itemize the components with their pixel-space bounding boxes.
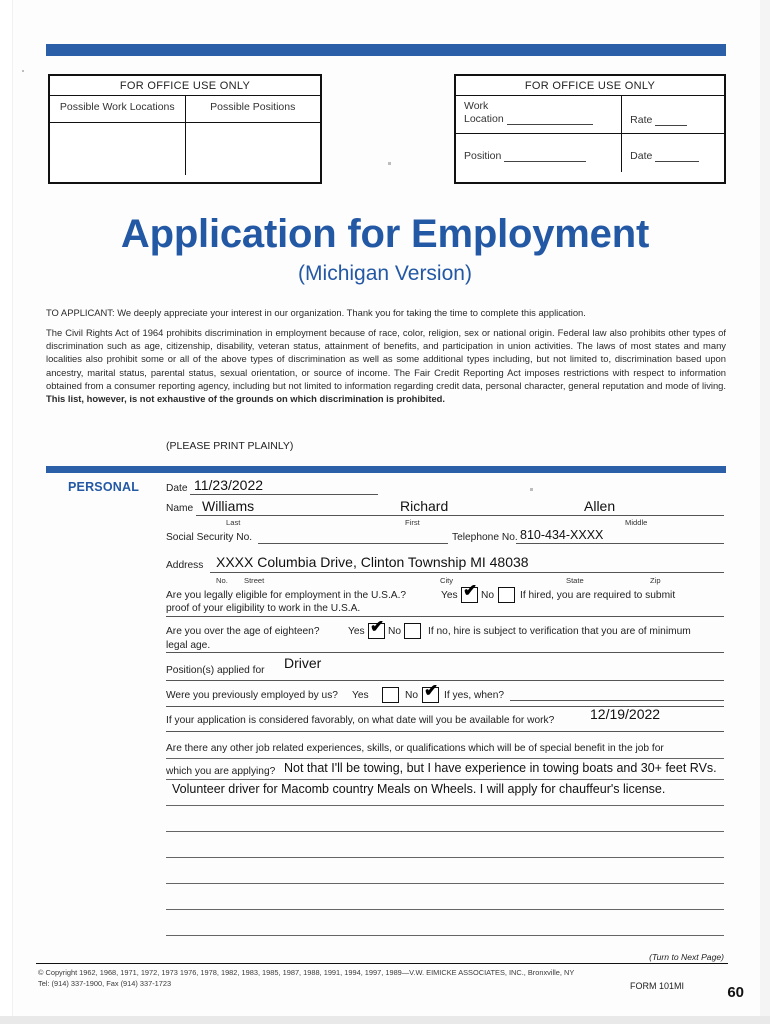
work-location-cell[interactable]	[456, 96, 622, 133]
address-zip-caption: Zip	[650, 576, 661, 585]
age-no-checkbox[interactable]	[404, 623, 421, 639]
telephone-field-label: Telephone No.	[452, 532, 518, 543]
date-cell[interactable]	[622, 134, 724, 172]
age-tail-text: If no, hire is subject to verification that you are of minimum	[428, 626, 691, 637]
position-writing-line[interactable]	[504, 150, 586, 162]
office-use-right-box	[454, 74, 726, 184]
name-field-rule	[196, 515, 724, 516]
applicant-notice-paragraph: TO APPLICANT: We deeply appreciate your interest in our organization. Thank you for taking the time to complete this application.	[46, 307, 586, 318]
date-writing-line[interactable]	[655, 150, 699, 162]
ssn-field-label: Social Security No.	[166, 532, 253, 543]
office-use-left-box	[48, 74, 322, 184]
previously-employed-question: Were you previously employed by us?	[166, 690, 338, 701]
position-applied-label: Position(s) applied for	[166, 665, 265, 676]
age-yes-checkbox[interactable]	[368, 617, 385, 639]
office-use-right-title: FOR OFFICE USE ONLY	[456, 76, 724, 96]
scan-edge-left	[0, 0, 13, 1024]
checkmark-icon: ✔	[463, 581, 478, 600]
work-label: Work	[464, 100, 489, 112]
address-field-value[interactable]: XXXX Columbia Drive, Clinton Township MI 48038	[216, 554, 529, 570]
name-last-value[interactable]: Williams	[202, 498, 255, 514]
age-no-label: No	[388, 626, 402, 637]
office-use-left-body	[50, 123, 320, 175]
position-applied-value[interactable]: Driver	[284, 655, 322, 671]
possible-work-locations-field[interactable]	[50, 123, 186, 175]
personal-section-label: PERSONAL	[68, 480, 140, 494]
rate-label: Rate	[630, 114, 653, 126]
date-label: Date	[630, 150, 653, 162]
scan-speck	[22, 70, 24, 72]
position-label: Position	[464, 150, 502, 162]
availability-question: If your application is considered favorably, on what date will you be available for work?	[166, 715, 555, 726]
copyright-line-1: © Copyright 1962, 1968, 1971, 1972, 1973 1976, 1978, 1982, 1983, 1985, 1987, 1988, 1991, 1994, 1997, 1989—V.W. EIMICKE ASSOCIATES, INC., Bronxville, NY	[38, 968, 575, 977]
print-plainly-note: (PLEASE PRINT PLAINLY)	[166, 440, 294, 452]
blank-writing-line[interactable]	[166, 935, 724, 936]
availability-rule	[166, 731, 724, 732]
possible-positions-field[interactable]	[186, 123, 321, 175]
civil-rights-text: The Civil Rights Act of 1964 prohibits discrimination in employment because of race, color, religion, sex or national origin. Federal law also prohibits other types of discrimination such as age, citizenship, disability, veteran status, attainment of benefits, and participation in union activities. The laws of most states and many localities also prohibit some or all of the above types of discrimination as well as some additional types including, but not limited to, discrimination based upon ancestry, marital status, parental status, sexual orientation, or source of income. The Fair Credit Reporting Act imposes restrictions with respect to information obtained from a consumer reporting agency, including but not limited to information regarding credit data, personal character, general reputation and mode of living.	[46, 327, 726, 391]
copyright-block	[38, 967, 574, 989]
previously-employed-no-label: No	[405, 690, 419, 701]
name-middle-caption: Middle	[625, 518, 648, 527]
scan-speck	[388, 162, 391, 165]
copyright-line-2: Tel: (914) 337-1900, Fax (914) 337-1723	[38, 979, 172, 988]
telephone-field-rule	[516, 543, 724, 544]
address-field-label: Address	[166, 560, 204, 571]
position-cell[interactable]	[456, 134, 622, 172]
other-experience-rule-2	[166, 779, 724, 780]
previously-employed-when-rule[interactable]	[510, 700, 724, 701]
age-question: Are you over the age of eighteen?	[166, 626, 320, 637]
address-city-caption: City	[440, 576, 454, 585]
top-blue-bar	[46, 44, 726, 56]
name-field-label: Name	[166, 503, 194, 514]
eligibility-no-checkbox[interactable]	[498, 587, 515, 603]
location-label: Location	[464, 113, 504, 125]
age-tail-text-2: legal age.	[166, 640, 211, 651]
age-yes-label: Yes	[348, 626, 365, 637]
previously-employed-no-checkbox[interactable]	[422, 681, 439, 703]
name-last-caption: Last	[226, 518, 241, 527]
scan-edge-bottom	[0, 1016, 770, 1024]
name-first-caption: First	[405, 518, 420, 527]
date-field-value[interactable]: 11/23/2022	[194, 477, 264, 493]
other-experience-question-line1: Are there any other job related experiences, skills, or qualifications which will be of special benefit in the job for	[166, 743, 664, 754]
page-number: 60	[727, 984, 744, 1001]
rate-cell[interactable]	[622, 96, 724, 133]
name-middle-value[interactable]: Allen	[584, 498, 616, 514]
eligibility-no-label: No	[481, 590, 495, 601]
telephone-field-value[interactable]: 810-434-XXXX	[520, 528, 604, 542]
office-use-work-row	[456, 96, 724, 134]
address-no-caption: No.	[216, 576, 228, 585]
rate-writing-line[interactable]	[655, 114, 687, 126]
position-applied-rule	[166, 680, 724, 681]
eligibility-question: Are you legally eligible for employment in the U.S.A.?	[166, 590, 407, 601]
civil-rights-bold-text: This list, however, is not exhaustive of the grounds on which discrimination is prohibited.	[46, 393, 446, 405]
other-experience-question-line2: which you are applying?	[166, 766, 276, 777]
blank-writing-line[interactable]	[166, 883, 724, 884]
scan-speck	[530, 488, 533, 491]
checkmark-icon: ✔	[424, 681, 439, 700]
eligibility-yes-label: Yes	[441, 590, 458, 601]
office-use-left-title: FOR OFFICE USE ONLY	[50, 76, 320, 96]
eligibility-yes-checkbox[interactable]	[461, 581, 478, 603]
eligibility-tail-text-2: proof of your eligibility to work in the U.S.A.	[166, 603, 361, 614]
turn-to-next-page-note: (Turn to Next Page)	[649, 952, 724, 962]
blank-writing-line[interactable]	[166, 831, 724, 832]
scan-edge-right	[760, 0, 770, 1024]
footer-divider	[36, 963, 728, 964]
possible-work-locations-header: Possible Work Locations	[50, 96, 186, 122]
previously-employed-yes-checkbox[interactable]	[382, 687, 399, 703]
blank-writing-line[interactable]	[166, 909, 724, 910]
possible-positions-header: Possible Positions	[210, 101, 296, 113]
location-writing-line[interactable]	[507, 113, 593, 125]
date-field-label: Date	[166, 483, 188, 494]
previously-employed-yes-label: Yes	[352, 690, 369, 701]
blank-writing-line[interactable]	[166, 857, 724, 858]
name-first-value[interactable]: Richard	[400, 498, 449, 514]
eligibility-row-rule	[166, 616, 724, 617]
office-use-position-row	[456, 134, 724, 172]
blank-writing-line[interactable]	[166, 805, 724, 806]
address-state-caption: State	[566, 576, 584, 585]
form-number: FORM 101MI	[629, 981, 684, 991]
civil-rights-paragraph	[46, 326, 726, 405]
checkmark-icon: ✔	[370, 617, 385, 636]
other-experience-answer-line2[interactable]: Volunteer driver for Macomb country Meals on Wheels. I will apply for chauffeur's license.	[172, 782, 666, 796]
eligibility-tail-text: If hired, you are required to submit	[520, 590, 676, 601]
address-field-rule	[210, 572, 724, 573]
office-use-left-columns	[50, 96, 320, 123]
ssn-field-rule[interactable]	[258, 543, 448, 544]
personal-section-bar	[46, 466, 726, 473]
address-street-caption: Street	[244, 576, 265, 585]
page-title: Application for Employment	[120, 212, 650, 256]
availability-value[interactable]: 12/19/2022	[590, 706, 661, 722]
previously-employed-tail: If yes, when?	[444, 690, 505, 701]
page-subtitle: (Michigan Version)	[298, 262, 472, 285]
other-experience-answer-line1[interactable]: Not that I'll be towing, but I have experience in towing boats and 30+ feet RVs.	[284, 761, 717, 775]
other-experience-rule-1	[166, 758, 724, 759]
age-row-rule	[166, 652, 724, 653]
date-field-rule	[190, 494, 378, 495]
